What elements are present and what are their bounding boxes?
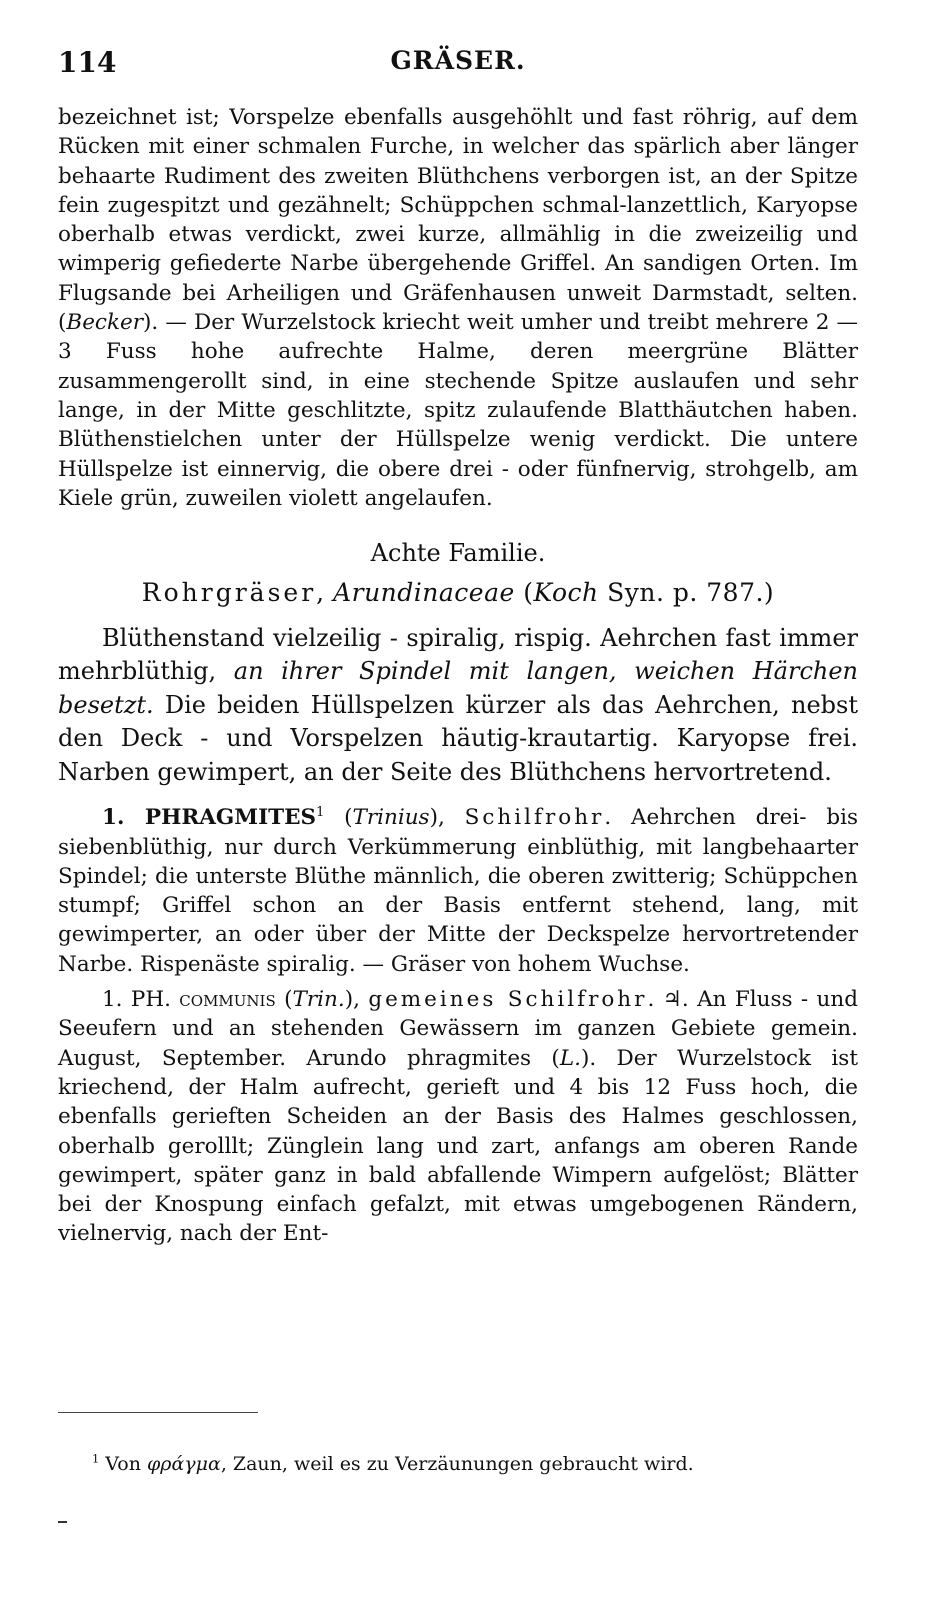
species-epithet: communis — [179, 987, 276, 1013]
running-title: GRÄSER. — [390, 46, 526, 75]
genus-common-name: Schilfrohr — [464, 805, 605, 831]
family-description-text-2: Die beiden Hüllspelzen kürzer als das Aehrchen, nebst den Deck - und Vorspelzen häutig-krautartig. Karyopse frei. Narben gewimpert, an der Seite des Blüthchens hervortretend. — [58, 690, 858, 786]
species-open-paren: ( — [275, 987, 293, 1013]
species-common-name: gemeines Schilfrohr — [368, 987, 648, 1013]
family-description-text-1: Blüthenstand vielzeilig - spiralig, rispig. Aehrchen fast immer mehrblüthig, — [58, 623, 858, 686]
species-paragraph — [58, 985, 858, 1249]
family-comma: , — [316, 578, 334, 608]
family-heading: Achte Familie. — [370, 539, 546, 568]
print-mark — [58, 1521, 67, 1523]
family-latin-name: Arundinaceae — [333, 578, 515, 608]
species-close-paren: ), — [344, 987, 369, 1013]
genus-author: Trinius — [352, 805, 430, 831]
family-reference: Syn. p. 787.) — [598, 578, 775, 608]
family-open-paren: ( — [514, 578, 534, 608]
family-title — [58, 578, 858, 607]
author-becker: Becker — [66, 310, 143, 336]
species-text-2: ). Der Wurzelstock ist kriechend, der Halm aufrecht, gerieft und 4 bis 12 Fuss hoch, die ebenfalls gerieften Scheiden an der Basis des Halmes geschlossen, oberhalb gerolllt; Zünglein lang und zart, anfangs am oberen Rande gewimpert, später ganz in bald abfallende Wimpern aufgelöst; Blätter bei der Knospung einfach gefalzt, mit etwas umgebogenen Rändern, vielnervig, nach der Ent- — [58, 1045, 858, 1247]
genus-description: . Aehrchen drei- bis siebenblüthig, nur durch Verkümmerung einblüthig, mit langbehaarter Spindel; die unterste Blüthe männlich, die oberen zwitterig; Schüppchen stumpf; Griffel schon an der Basis entfernt stehend, lang, mit gewimperter, an oder über der Mitte der Deckspelze hervortretender Narbe. Rispenäste spiralig. — Gräser von hohem Wuchse. — [58, 805, 859, 977]
page-number: 114 — [58, 46, 117, 79]
family-common-name: Rohrgräser — [141, 578, 317, 608]
intro-text-1: bezeichnet ist; Vorspelze ebenfalls ausgehöhlt und fast röhrig, auf dem Rücken mit einer schmalen Furche, in welcher das spärlich aber länger behaarte Rudiment des zweiten Blüthchens verborgen ist, an der Spitze fein zugespitzt und gezähnelt; Schüppchen schmal-lanzettlich, Karyopse oberhalb etwas verdickt, zwei kurze, allmählig in die zweizeilig und wimperig gefiederte Narbe übergehende Griffel. An sandigen Orten. Im Flugsande bei Arheiligen und Gräfenhausen unweit Darmstadt, selten. ( — [58, 105, 858, 336]
page-header — [58, 46, 858, 86]
footnote-mark: 1 — [92, 1451, 100, 1466]
footnote-divider — [58, 1412, 258, 1413]
family-author: Koch — [533, 578, 599, 608]
species-number: 1. PH. — [102, 987, 180, 1013]
footnote-greek-word: φράγμα — [146, 1453, 221, 1475]
intro-paragraph — [58, 103, 858, 513]
footnote-text-2: , Zaun, weil es zu Verzäunungen gebraucht wird. — [220, 1453, 694, 1475]
family-description-italic: an ihrer Spindel mit langen, weichen Härchen besetzt. — [58, 657, 858, 719]
footnote-text-1: Von — [99, 1453, 147, 1475]
genus-close-paren: ), — [429, 805, 465, 831]
body-text — [58, 103, 858, 1249]
genus-name: 1. PHRAGMITES — [102, 805, 317, 831]
author-linne: L. — [559, 1045, 581, 1071]
footnote — [92, 1451, 852, 1477]
family-description — [58, 622, 858, 790]
intro-text-2: ). — Der Wurzelstock kriecht weit umher und treibt mehrere 2 — 3 Fuss hohe aufrechte Halme, deren meergrüne Blätter zusammengerollt sind, in eine stechende Spitze auslaufen und sehr lange, in der Mitte geschlitzte, spitz zulaufende Blatthäutchen haben. Blüthenstielchen unter der Hüllspelze wenig verdickt. Die untere Hüllspelze ist einnervig, die obere drei - oder fünfnervig, strohgelb, am Kiele grün, zuweilen violett angelaufen. — [58, 310, 858, 511]
species-text-1: . ♃. An Fluss - und Seeufern und an stehenden Gewässern im ganzen Gebiete gemein. August, September. Arundo phragmites ( — [58, 987, 859, 1071]
species-author: Trin. — [292, 987, 345, 1013]
genus-open-paren: ( — [324, 805, 353, 831]
genus-paragraph — [58, 803, 858, 979]
footnote-reference: 1 — [316, 805, 325, 821]
